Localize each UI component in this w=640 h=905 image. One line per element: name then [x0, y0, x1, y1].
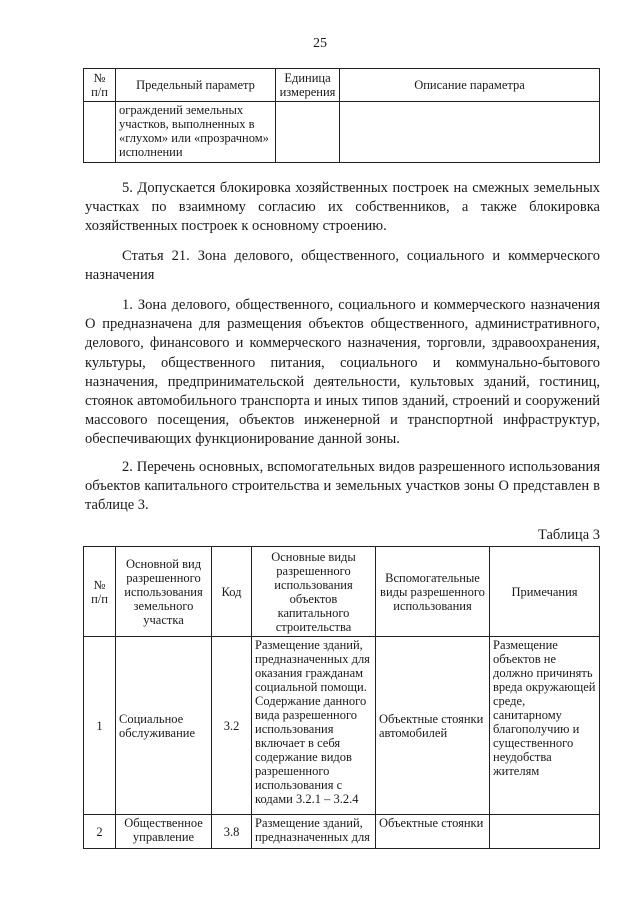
page-number: 25 [313, 36, 327, 51]
row-auxiliary-use: Объектные стоянки [376, 815, 490, 849]
header-parameter: Предельный параметр [116, 69, 276, 102]
cell-number [84, 102, 116, 163]
paragraph-5: 5. Допускается блокировка хозяйственных построек на смежных земельных участках по взаимному согласию их собственников, а также блокировка хозяйственных построек к основному строению. [85, 180, 600, 235]
header-number: № п/п [84, 547, 116, 637]
table-header-row [84, 69, 600, 102]
row-auxiliary-use: Объектные стоянки автомобилей [376, 637, 490, 815]
row-code: 3.2 [212, 637, 252, 815]
paragraph-2: 2. Перечень основных, вспомогательных видов разрешенного использования объектов капитального строительства и земельных участков зоны О представлен в таблице 3. [85, 459, 600, 514]
parameters-table [83, 68, 600, 163]
header-description: Описание параметра [340, 69, 600, 102]
header-auxiliary-use: Вспомогательные виды разрешенного использования [376, 547, 490, 637]
header-main-use: Основной вид разрешенного использования земельного участка [116, 547, 212, 637]
row-notes [490, 815, 600, 849]
row-number: 2 [84, 815, 116, 849]
header-unit: Единица измерения [276, 69, 340, 102]
row-capital-use: Размещение зданий, предназначенных для оказания гражданам социальной помощи. Содержание данного вида разрешенного использования включает в себя содержание видов разрешенного использования с кодами 3.2.1 – 3.2.4 [252, 637, 376, 815]
row-code: 3.8 [212, 815, 252, 849]
row-main-use: Социальное обслуживание [116, 637, 212, 815]
header-notes: Примечания [490, 547, 600, 637]
row-notes: Размещение объектов не должно причинять вреда окружающей среде, санитарному благополучию и существенного неудобства жителям [490, 637, 600, 815]
article-heading: Статья 21. Зона делового, общественного, социального и коммерческого назначения [85, 248, 600, 284]
header-number: № п/п [84, 69, 116, 102]
cell-parameter: ограждений земельных участков, выполненных в «глухом» или «прозрачном» исполнении [116, 102, 276, 163]
row-number: 1 [84, 637, 116, 815]
table-caption: Таблица 3 [537, 527, 600, 543]
table-row [84, 815, 600, 849]
table-row [84, 637, 600, 815]
cell-description [340, 102, 600, 163]
table-header-row [84, 547, 600, 637]
paragraph-1: 1. Зона делового, общественного, социального и коммерческого назначения О предназначена для размещения объектов общественного, административного, делового, финансового и коммерческого назначения, торговли, здравоохранения, культуры, общественного питания, социального и коммунально-бытового назначения, предпринимательской деятельности, культовых зданий, гостиниц, стоянок автомобильного транспорта и иных типов зданий, строений и сооружений массового посещения, объектов инженерной и транспортной инфраструктур, обеспечивающих функционирование данной зоны. [85, 297, 600, 448]
header-code: Код [212, 547, 252, 637]
header-capital-use: Основные виды разрешенного использования объектов капитального строительства [252, 547, 376, 637]
table-row [84, 102, 600, 163]
cell-unit [276, 102, 340, 163]
row-capital-use: Размещение зданий, предназначенных для [252, 815, 376, 849]
land-use-table [83, 546, 600, 849]
row-main-use: Общественное управление [116, 815, 212, 849]
